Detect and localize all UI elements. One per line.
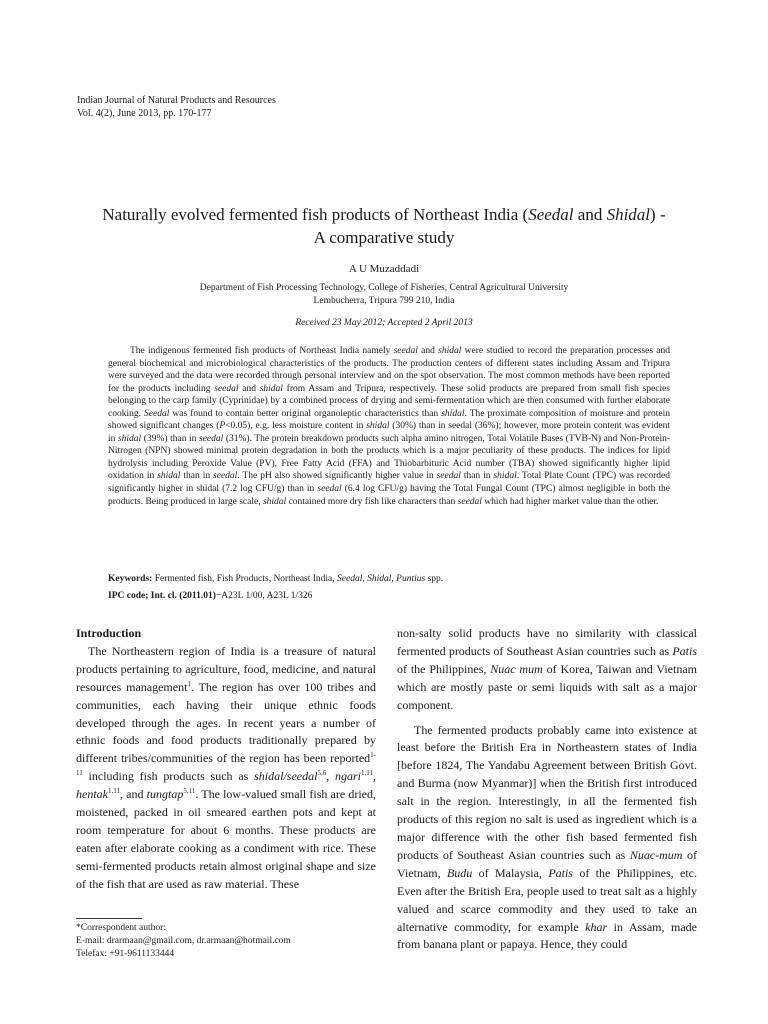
right-paragraph-1: non-salty solid products have no similarity with classical fermented products of Southeast Asian countries such as Patis of the Philippines, Nuac mum of Korea, Taiwan and Vietnam which are mostly paste or semi liquids with salt as a major component. bbox=[397, 626, 697, 712]
footnote: *Correspondent author: E-mail: drarmaan@gmail.com, dr.armaan@hotmail.com Telefax: +91-9611133444 bbox=[76, 923, 291, 959]
keywords: Keywords: Fermented fish, Fish Products, Northeast India, Seedal, Shidal, Puntius spp. bbox=[108, 574, 444, 584]
footnote-divider bbox=[76, 918, 142, 919]
affiliation: Department of Fish Processing Technology, College of Fisheries, Central Agricultural University Lembucherra, Tripura 799 210, India bbox=[199, 283, 569, 306]
ipc-code: IPC code; Int. cl. (2011.01)−A23L 1/00, A23L 1/326 bbox=[108, 591, 313, 601]
right-paragraph-2: The fermented products probably came into existence at least before the British Era in Northeastern states of India [before 1824, The Yandabu Agreement between British Govt. and Burma (now Myanmar)] when the British first introduced salt in the region. Interestingly, in all the fermented fish products of this region no salt is used as ingredient which is a major difference with the other fish based fermented fish products of Southeast Asian countries such as Nuac-mum of Vietnam, Budu of Malaysia, Patis of the Philippines, etc. Even after the British Era, people used to treat salt as a highly valued and scarce commodity and they used to take an alternative commodity, for example khar in Assam, made from banana plant or papaya. Hence, they could bbox=[397, 722, 697, 952]
journal-header bbox=[77, 94, 276, 120]
abstract: The indigenous fermented fish products of Northeast India namely seedal and shidal were studied to record the preparation processes and general biochemical and microbiological characteristics of the products. The production centers of different states including Assam and Tripura were surveyed and the data were recorded through personal interview and on the spot observation. The most common methods have been reported for the products including seedal and shidal from Assam and Tripura, respectively. These solid products are prepared from small fish species belonging to the carp family (Cyprinidae) by a combined process of drying and semi-fermentation which are then consumed with further elaborate cooking. Seedal was found to contain better original organoleptic characteristics than shidal. The proximate composition of moisture and protein showed significant changes (P<0.05), e.g. less moisture content in shidal (30%) than in seedal (36%); however, more protein content was evident in shidal (39%) than in seedal (31%). The protein breakdown products such alpha amino nitrogen, Total Volatile Bases (TVB-N) and Non-Protein-Nitrogen (NPN) showed minimal protein degradation in both the products which is a major peculiarity of these products. The indices for lipid hydrolysis including Peroxide Value (PV), Free Fatty Acid (FFA) and Thiobarbituric Acid number (TBA) showed significantly higher lipid oxidation in shidal than in seedal. The pH also showed significantly higher value in seedal than in shidal. Total Plate Count (TPC) was recorded significantly higher in shidal (7.2 log CFU/g) than in seedal (6.4 log CFU/g) having the Total Fungal Count (TPC) almost negligible in both the products. Being produced in large scale, shidal contained more dry fish like characters than seedal which had higher market value than the other. bbox=[108, 346, 671, 507]
journal-name: Indian Journal of Natural Products and Resources bbox=[77, 95, 276, 106]
paper-title: Naturally evolved fermented fish products of Northeast India (Seedal and Shidal) - A comparative study bbox=[102, 205, 666, 247]
intro-column bbox=[76, 625, 376, 894]
intro-paragraph: The Northeastern region of India is a treasure of natural products pertaining to agriculture, food, medicine, and natural resources management$^1$. The region has over 100 tribes and communities, each having their unique ethnic foods developed through the ages. In recent years a number of ethnic foods and food products traditionally prepared by different tribes/communities of the region has been reported$^{1-11}$ including fish products such as shidal/seedal$^{5,6}$, ngari$^{1,11}$, hentak$^{1,11}$, and tungtap$^{5,11}$. The low-valued small fish are dried, moistened, packed in oil smeared earthen pots and kept at room temperature for about 6 months. These products are eaten after elaborate cooking as a condiment with rice. These semi-fermented products retain almost original shape and size of the fish that are used as raw material. These bbox=[76, 643, 377, 891]
right-column bbox=[397, 625, 697, 954]
received-dates: Received 23 May 2012; Accepted 2 April 2013 bbox=[295, 318, 473, 328]
author-name: A U Muzaddadi bbox=[348, 263, 420, 275]
journal-volume: Vol. 4(2), June 2013, pp. 170-177 bbox=[77, 108, 212, 119]
section-heading-introduction: Introduction bbox=[76, 626, 142, 640]
